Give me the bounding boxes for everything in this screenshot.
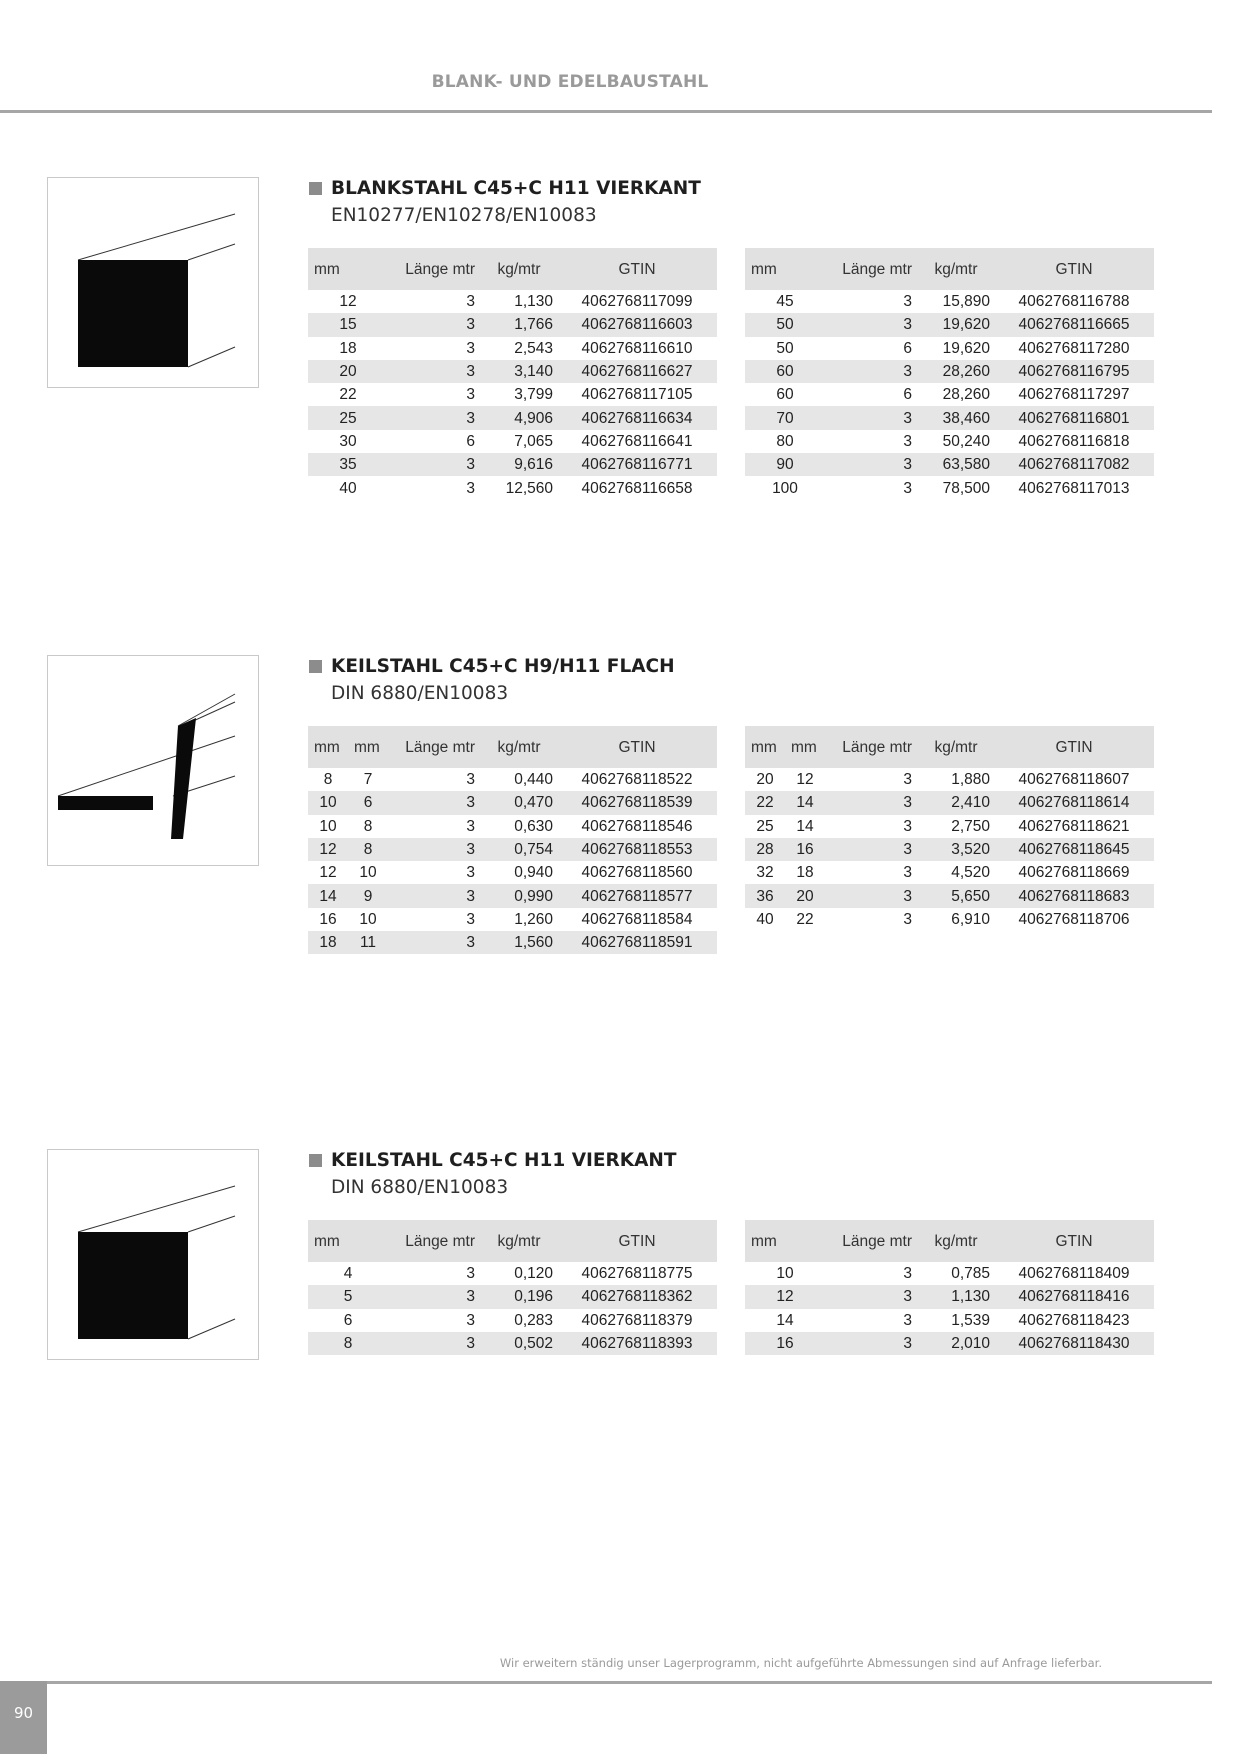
cell-kg-mtr: 0,785 xyxy=(951,1265,990,1283)
cell-gtin: 4062768116658 xyxy=(581,479,693,497)
cell-gtin: 4062768116771 xyxy=(557,453,717,476)
cell-kg-mtr: 78,500 xyxy=(942,479,990,497)
cell-laenge: 3 xyxy=(825,1332,918,1355)
cell-mm: 90 xyxy=(745,453,825,476)
cell-laenge: 3 xyxy=(903,1311,912,1329)
header-laenge: Länge mtr xyxy=(388,726,481,768)
cell-mm: 8 xyxy=(308,1332,388,1355)
data-table-left xyxy=(308,248,717,500)
cell-kg-mtr: 0,470 xyxy=(481,791,557,814)
table-row xyxy=(308,931,717,954)
cell-mm: 40 xyxy=(756,910,774,928)
cell-kg-mtr: 1,539 xyxy=(951,1311,990,1329)
cell-gtin: 4062768116634 xyxy=(557,406,717,429)
cell-kg-mtr: 1,130 xyxy=(918,1285,994,1308)
cell-kg-mtr: 15,890 xyxy=(942,293,990,311)
table-header-row xyxy=(308,1220,717,1262)
cell-mm-2: 14 xyxy=(796,817,814,835)
cell-kg-mtr: 0,990 xyxy=(481,884,557,907)
cell-gtin: 4062768116788 xyxy=(1018,293,1130,311)
table-row xyxy=(308,476,717,499)
cell-mm-2: 11 xyxy=(348,931,388,954)
header-kg-mtr: kg/mtr xyxy=(918,1220,994,1262)
cell-gtin: 4062768118393 xyxy=(557,1332,717,1355)
cell-laenge: 3 xyxy=(388,838,481,861)
cell-gtin: 4062768117280 xyxy=(1018,339,1130,357)
cell-kg-mtr: 1,260 xyxy=(514,910,553,928)
cell-laenge: 3 xyxy=(825,791,918,814)
cell-mm: 14 xyxy=(776,1311,794,1329)
table-row xyxy=(745,383,1154,406)
cell-kg-mtr: 19,620 xyxy=(942,339,990,357)
cell-mm-2: 8 xyxy=(348,838,388,861)
header-gtin: GTIN xyxy=(557,1220,717,1262)
cell-mm-2: 22 xyxy=(796,910,814,928)
cell-mm: 10 xyxy=(308,791,348,814)
cell-gtin: 4062768116795 xyxy=(994,360,1154,383)
cell-kg-mtr: 50,240 xyxy=(942,432,990,450)
data-table-right xyxy=(745,726,1154,931)
cell-laenge: 3 xyxy=(388,1285,481,1308)
cell-gtin: 4062768118607 xyxy=(1018,771,1130,789)
cell-mm: 15 xyxy=(308,313,388,336)
header-kg-mtr: kg/mtr xyxy=(918,248,994,290)
cell-kg-mtr: 19,620 xyxy=(918,313,994,336)
cell-gtin: 4062768118539 xyxy=(557,791,717,814)
cell-kg-mtr: 3,799 xyxy=(514,386,553,404)
cell-gtin: 4062768116627 xyxy=(557,360,717,383)
cell-laenge: 3 xyxy=(825,453,918,476)
cell-mm: 80 xyxy=(776,432,794,450)
cell-gtin: 4062768118546 xyxy=(581,817,693,835)
header-laenge: Länge mtr xyxy=(825,1220,918,1262)
table-row xyxy=(308,815,717,838)
cell-kg-mtr: 0,502 xyxy=(481,1332,557,1355)
cell-kg-mtr: 3,140 xyxy=(481,360,557,383)
cell-laenge: 3 xyxy=(388,1332,481,1355)
table-header-row xyxy=(308,726,717,768)
cell-kg-mtr: 3,520 xyxy=(918,838,994,861)
cell-kg-mtr: 0,120 xyxy=(514,1265,553,1283)
square-bar-icon xyxy=(47,1149,259,1360)
cell-kg-mtr: 38,460 xyxy=(918,406,994,429)
cell-laenge: 3 xyxy=(388,453,481,476)
cell-laenge: 3 xyxy=(466,771,475,789)
cell-mm: 4 xyxy=(343,1265,353,1283)
header-gtin: GTIN xyxy=(994,1220,1154,1262)
header-mm-2: mm xyxy=(785,726,825,768)
table-row xyxy=(308,1309,717,1332)
cell-gtin: 4062768118553 xyxy=(557,838,717,861)
header-mm: mm xyxy=(308,1220,388,1262)
table-row xyxy=(745,1309,1154,1332)
data-table-right xyxy=(745,1220,1154,1355)
cell-mm: 12 xyxy=(308,838,348,861)
cell-kg-mtr: 2,410 xyxy=(918,791,994,814)
cell-laenge: 3 xyxy=(903,910,912,928)
cell-gtin: 4062768118409 xyxy=(1018,1265,1130,1283)
table-header-row xyxy=(745,248,1154,290)
cell-laenge: 3 xyxy=(466,1265,475,1283)
cell-gtin: 4062768118416 xyxy=(994,1285,1154,1308)
table-row xyxy=(745,476,1154,499)
cell-gtin: 4062768118584 xyxy=(581,910,693,928)
table-header-row xyxy=(308,248,717,290)
page-header-title: BLANK- UND EDELBAUSTAHL xyxy=(431,72,709,92)
table-row xyxy=(745,908,1154,931)
table-row xyxy=(745,884,1154,907)
cell-kg-mtr: 28,260 xyxy=(942,386,990,404)
cell-mm-2: 10 xyxy=(359,910,377,928)
cell-laenge: 3 xyxy=(466,910,475,928)
cell-kg-mtr: 2,750 xyxy=(951,817,990,835)
cell-gtin: 4062768118591 xyxy=(557,931,717,954)
cell-mm: 32 xyxy=(756,864,774,882)
cell-laenge: 3 xyxy=(903,864,912,882)
cell-gtin: 4062768116603 xyxy=(557,313,717,336)
cell-laenge: 3 xyxy=(825,838,918,861)
cell-mm: 36 xyxy=(745,884,785,907)
cell-kg-mtr: 1,560 xyxy=(481,931,557,954)
table-row xyxy=(745,453,1154,476)
cell-mm-2: 20 xyxy=(785,884,825,907)
cell-laenge: 6 xyxy=(903,339,912,357)
cell-mm: 60 xyxy=(776,386,794,404)
square-bar-icon xyxy=(47,177,259,388)
table-row xyxy=(745,313,1154,336)
cell-mm: 20 xyxy=(756,771,774,789)
page-number: 90 xyxy=(13,1704,34,1722)
header-gtin: GTIN xyxy=(994,726,1154,768)
cell-mm: 18 xyxy=(339,339,357,357)
cell-gtin: 4062768117099 xyxy=(581,293,693,311)
header-kg-mtr: kg/mtr xyxy=(481,726,557,768)
footer-note: Wir erweitern ständig unser Lagerprogramm, nicht aufgeführte Abmessungen sind auf Anfrage lieferbar. xyxy=(499,1656,1102,1670)
cell-kg-mtr: 7,065 xyxy=(514,432,553,450)
cell-mm: 60 xyxy=(745,360,825,383)
table-row xyxy=(308,360,717,383)
cell-mm: 40 xyxy=(339,479,357,497)
cell-mm: 30 xyxy=(339,432,357,450)
section-title-text: BLANKSTAHL C45+C H11 VIERKANT xyxy=(331,177,701,199)
table-header-row xyxy=(745,726,1154,768)
header-mm: mm xyxy=(745,248,825,290)
data-table-left xyxy=(308,1220,717,1355)
cell-laenge: 3 xyxy=(388,884,481,907)
header-laenge: Länge mtr xyxy=(388,248,481,290)
section-title-text: KEILSTAHL C45+C H11 VIERKANT xyxy=(331,1149,677,1171)
cell-mm: 20 xyxy=(308,360,388,383)
table-row xyxy=(745,430,1154,453)
table-row xyxy=(308,791,717,814)
table-row xyxy=(745,290,1154,313)
cell-mm: 50 xyxy=(776,339,794,357)
header-kg-mtr: kg/mtr xyxy=(481,248,557,290)
cell-mm-2: 14 xyxy=(785,791,825,814)
bullet-square-icon xyxy=(309,660,322,673)
cell-gtin: 4062768118683 xyxy=(994,884,1154,907)
table-row xyxy=(745,1285,1154,1308)
cell-laenge: 3 xyxy=(466,293,475,311)
cell-gtin: 4062768118645 xyxy=(994,838,1154,861)
table-row xyxy=(308,383,717,406)
table-row xyxy=(308,337,717,360)
cell-gtin: 4062768117297 xyxy=(1018,386,1130,404)
cell-gtin: 4062768116801 xyxy=(994,406,1154,429)
table-row xyxy=(308,1285,717,1308)
cell-mm: 22 xyxy=(745,791,785,814)
cell-mm-2: 7 xyxy=(363,771,373,789)
cell-mm: 100 xyxy=(772,479,798,497)
cell-gtin: 4062768118430 xyxy=(994,1332,1154,1355)
table-row xyxy=(308,768,717,791)
cell-mm-2: 10 xyxy=(359,864,377,882)
cell-gtin: 4062768116665 xyxy=(994,313,1154,336)
cell-gtin: 4062768117105 xyxy=(581,386,693,404)
cell-mm: 28 xyxy=(745,838,785,861)
cell-laenge: 3 xyxy=(388,931,481,954)
cell-gtin: 4062768117013 xyxy=(1018,479,1130,497)
cell-laenge: 3 xyxy=(903,293,912,311)
table-row xyxy=(308,1262,717,1285)
table-row xyxy=(308,313,717,336)
bullet-square-icon xyxy=(309,182,322,195)
cell-gtin: 4062768118362 xyxy=(557,1285,717,1308)
cell-mm: 10 xyxy=(776,1265,794,1283)
cell-kg-mtr: 0,196 xyxy=(481,1285,557,1308)
cell-laenge: 3 xyxy=(466,1311,475,1329)
cell-laenge: 3 xyxy=(825,1285,918,1308)
cell-mm: 70 xyxy=(745,406,825,429)
cell-laenge: 3 xyxy=(825,313,918,336)
cell-mm: 25 xyxy=(756,817,774,835)
cell-gtin: 4062768118379 xyxy=(581,1311,693,1329)
cell-laenge: 3 xyxy=(903,817,912,835)
cell-laenge: 3 xyxy=(466,479,475,497)
header-mm: mm xyxy=(308,726,348,768)
table-header-row xyxy=(745,1220,1154,1262)
cell-mm: 50 xyxy=(745,313,825,336)
cell-laenge: 3 xyxy=(903,771,912,789)
cell-kg-mtr: 2,010 xyxy=(918,1332,994,1355)
cell-laenge: 3 xyxy=(466,386,475,404)
cell-kg-mtr: 2,543 xyxy=(514,339,553,357)
cell-mm: 16 xyxy=(745,1332,825,1355)
cell-mm: 45 xyxy=(776,293,794,311)
data-table-left xyxy=(308,726,717,954)
cell-mm: 10 xyxy=(319,817,337,835)
header-gtin: GTIN xyxy=(994,248,1154,290)
cell-kg-mtr: 0,754 xyxy=(481,838,557,861)
cell-kg-mtr: 4,520 xyxy=(951,864,990,882)
table-row xyxy=(308,1332,717,1355)
table-row xyxy=(308,406,717,429)
data-table-right xyxy=(745,248,1154,500)
table-row xyxy=(745,768,1154,791)
cell-laenge: 3 xyxy=(388,360,481,383)
cell-kg-mtr: 28,260 xyxy=(918,360,994,383)
cell-kg-mtr: 0,440 xyxy=(514,771,553,789)
cell-kg-mtr: 1,880 xyxy=(951,771,990,789)
cell-gtin: 4062768118614 xyxy=(994,791,1154,814)
cell-kg-mtr: 6,910 xyxy=(951,910,990,928)
table-row xyxy=(745,791,1154,814)
header-mm-2: mm xyxy=(348,726,388,768)
cell-mm-2: 16 xyxy=(785,838,825,861)
header-laenge: Länge mtr xyxy=(825,726,918,768)
table-row xyxy=(308,430,717,453)
cell-laenge: 3 xyxy=(903,432,912,450)
cell-mm: 25 xyxy=(308,406,388,429)
cell-gtin: 4062768118423 xyxy=(1018,1311,1130,1329)
cell-kg-mtr: 5,650 xyxy=(918,884,994,907)
cell-gtin: 4062768118775 xyxy=(581,1265,693,1283)
cell-mm-2: 18 xyxy=(796,864,814,882)
header-laenge: Länge mtr xyxy=(825,248,918,290)
header-mm: mm xyxy=(308,248,388,290)
cell-laenge: 3 xyxy=(466,864,475,882)
table-row xyxy=(308,861,717,884)
cell-kg-mtr: 63,580 xyxy=(918,453,994,476)
cell-gtin: 4062768118706 xyxy=(1018,910,1130,928)
cell-gtin: 4062768116610 xyxy=(581,339,693,357)
cell-mm: 12 xyxy=(339,293,357,311)
cell-mm: 22 xyxy=(339,386,357,404)
section-subtitle: DIN 6880/EN10083 xyxy=(331,1177,509,1198)
cell-gtin: 4062768117082 xyxy=(994,453,1154,476)
cell-mm: 5 xyxy=(308,1285,388,1308)
cell-laenge: 3 xyxy=(466,817,475,835)
cell-laenge: 3 xyxy=(388,406,481,429)
cell-kg-mtr: 0,283 xyxy=(514,1311,553,1329)
cell-laenge: 3 xyxy=(466,339,475,357)
header-kg-mtr: kg/mtr xyxy=(481,1220,557,1262)
table-row xyxy=(745,1262,1154,1285)
cell-laenge: 6 xyxy=(903,386,912,404)
cell-kg-mtr: 1,130 xyxy=(514,293,553,311)
cell-laenge: 3 xyxy=(388,313,481,336)
section-title-text: KEILSTAHL C45+C H9/H11 FLACH xyxy=(331,655,675,677)
section-subtitle: DIN 6880/EN10083 xyxy=(331,683,509,704)
cell-mm: 14 xyxy=(308,884,348,907)
cell-mm: 35 xyxy=(308,453,388,476)
cell-gtin: 4062768116818 xyxy=(1018,432,1130,450)
table-row xyxy=(308,908,717,931)
cell-kg-mtr: 12,560 xyxy=(505,479,553,497)
cell-laenge: 3 xyxy=(825,360,918,383)
cell-mm-2: 6 xyxy=(348,791,388,814)
table-row xyxy=(745,406,1154,429)
cell-kg-mtr: 0,630 xyxy=(514,817,553,835)
cell-kg-mtr: 1,766 xyxy=(481,313,557,336)
cell-mm-2: 9 xyxy=(348,884,388,907)
cell-laenge: 3 xyxy=(825,884,918,907)
cell-mm: 12 xyxy=(319,864,337,882)
section-subtitle: EN10277/EN10278/EN10083 xyxy=(331,205,597,226)
table-row xyxy=(745,838,1154,861)
cell-gtin: 4062768118621 xyxy=(1018,817,1130,835)
cell-laenge: 3 xyxy=(903,479,912,497)
cell-gtin: 4062768118522 xyxy=(581,771,693,789)
bullet-square-icon xyxy=(309,1154,322,1167)
cell-mm: 12 xyxy=(745,1285,825,1308)
footer-divider xyxy=(47,1681,1212,1684)
section-title xyxy=(309,1149,677,1171)
header-divider xyxy=(0,110,1212,113)
cell-mm-2: 12 xyxy=(796,771,814,789)
cell-mm: 16 xyxy=(319,910,337,928)
header-mm: mm xyxy=(745,1220,825,1262)
cell-mm: 18 xyxy=(308,931,348,954)
cell-kg-mtr: 0,940 xyxy=(514,864,553,882)
section-title xyxy=(309,655,675,677)
cell-laenge: 3 xyxy=(388,791,481,814)
cell-kg-mtr: 4,906 xyxy=(481,406,557,429)
cell-mm: 8 xyxy=(323,771,333,789)
table-row xyxy=(745,861,1154,884)
header-kg-mtr: kg/mtr xyxy=(918,726,994,768)
cell-laenge: 6 xyxy=(466,432,475,450)
table-row xyxy=(745,360,1154,383)
table-row xyxy=(745,1332,1154,1355)
header-mm: mm xyxy=(745,726,785,768)
cell-gtin: 4062768118560 xyxy=(581,864,693,882)
table-row xyxy=(308,838,717,861)
cell-gtin: 4062768118577 xyxy=(557,884,717,907)
cell-mm-2: 8 xyxy=(363,817,373,835)
cell-laenge: 3 xyxy=(825,406,918,429)
cell-gtin: 4062768116641 xyxy=(581,432,693,450)
cell-mm: 6 xyxy=(343,1311,353,1329)
table-row xyxy=(308,453,717,476)
table-row xyxy=(745,337,1154,360)
cell-laenge: 3 xyxy=(903,1265,912,1283)
table-row xyxy=(308,884,717,907)
cell-kg-mtr: 9,616 xyxy=(481,453,557,476)
section-title xyxy=(309,177,701,199)
table-row xyxy=(308,290,717,313)
header-laenge: Länge mtr xyxy=(388,1220,481,1262)
cell-gtin: 4062768118669 xyxy=(1018,864,1130,882)
table-row xyxy=(745,815,1154,838)
flat-bar-icon xyxy=(47,655,259,866)
header-gtin: GTIN xyxy=(557,248,717,290)
header-gtin: GTIN xyxy=(557,726,717,768)
